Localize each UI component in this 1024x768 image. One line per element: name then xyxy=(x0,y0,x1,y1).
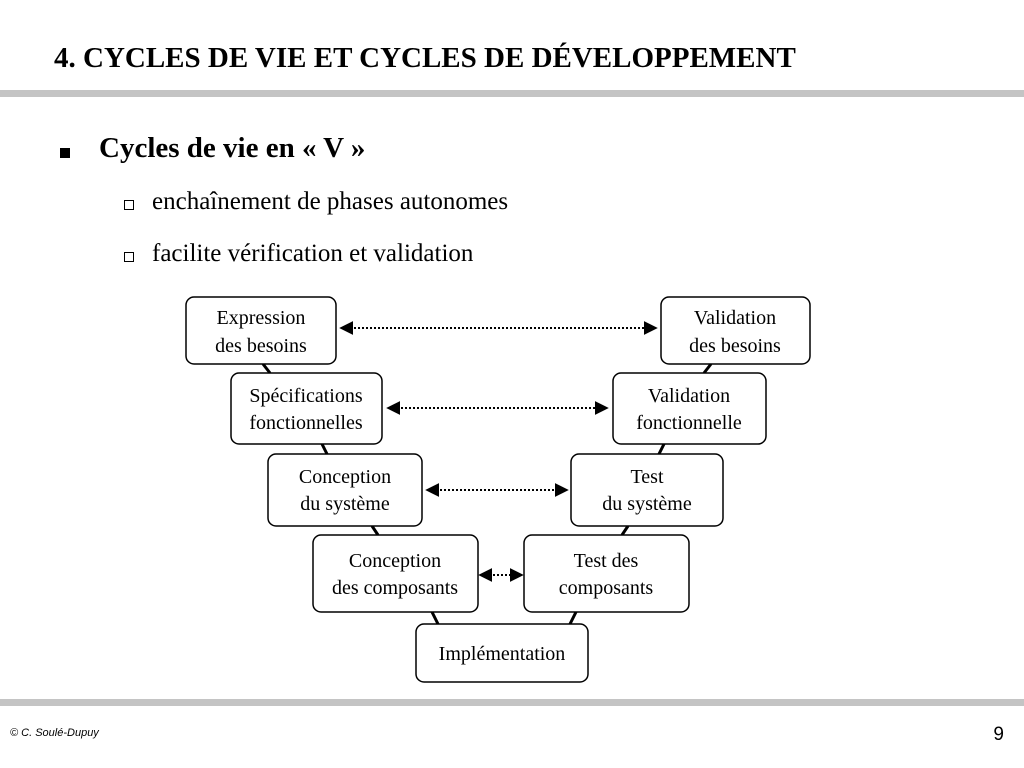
v-connector xyxy=(659,444,664,454)
node-label: Spécifications xyxy=(249,385,363,407)
node-label: Implémentation xyxy=(438,643,566,665)
node-test-du-systeme xyxy=(571,454,723,526)
node-label: Conception xyxy=(348,550,442,572)
node-label: Test des xyxy=(573,550,639,572)
node-label: composants xyxy=(558,577,654,599)
node-conception-des-composants xyxy=(313,535,478,612)
node-label: du système xyxy=(602,493,692,515)
node-conception-du-systeme xyxy=(268,454,422,526)
node-label: du système xyxy=(300,493,390,515)
page-number: 9 xyxy=(993,724,1004,745)
v-connector xyxy=(263,364,270,373)
node-label: des composants xyxy=(331,577,459,599)
node-validation-fonctionnelle xyxy=(613,373,766,444)
v-connector xyxy=(432,612,438,624)
v-connector xyxy=(372,526,378,535)
sub-bullet-text: facilite vérification et validation xyxy=(152,240,474,267)
node-label: des besoins xyxy=(689,335,781,357)
node-expression-des-besoins xyxy=(186,297,336,364)
v-connector xyxy=(570,612,576,624)
sub-bullet-text: enchaînement de phases autonomes xyxy=(152,188,509,215)
node-validation-des-besoins xyxy=(661,297,810,364)
node-label: fonctionnelles xyxy=(249,412,363,434)
footer-author: © C. Soulé-Dupuy xyxy=(10,727,99,739)
node-implementation xyxy=(416,624,588,682)
node-test-des-composants xyxy=(524,535,689,612)
node-label: Validation xyxy=(647,385,731,407)
node-label: Conception xyxy=(298,466,392,488)
node-label: des besoins xyxy=(215,335,307,357)
node-label: Test xyxy=(630,466,664,488)
slide-title: 4. CYCLES DE VIE ET CYCLES DE DÉVELOPPEMENT xyxy=(54,42,796,74)
node-label: Validation xyxy=(693,307,777,329)
node-label: Expression xyxy=(216,307,306,329)
v-connector xyxy=(322,444,327,454)
footer-divider xyxy=(0,699,1024,706)
bullet-text: Cycles de vie en « V » xyxy=(99,132,366,164)
node-label: fonctionnelle xyxy=(636,412,742,434)
v-connector xyxy=(704,364,711,373)
node-specifications-fonctionnelles xyxy=(231,373,382,444)
v-connector xyxy=(622,526,628,535)
